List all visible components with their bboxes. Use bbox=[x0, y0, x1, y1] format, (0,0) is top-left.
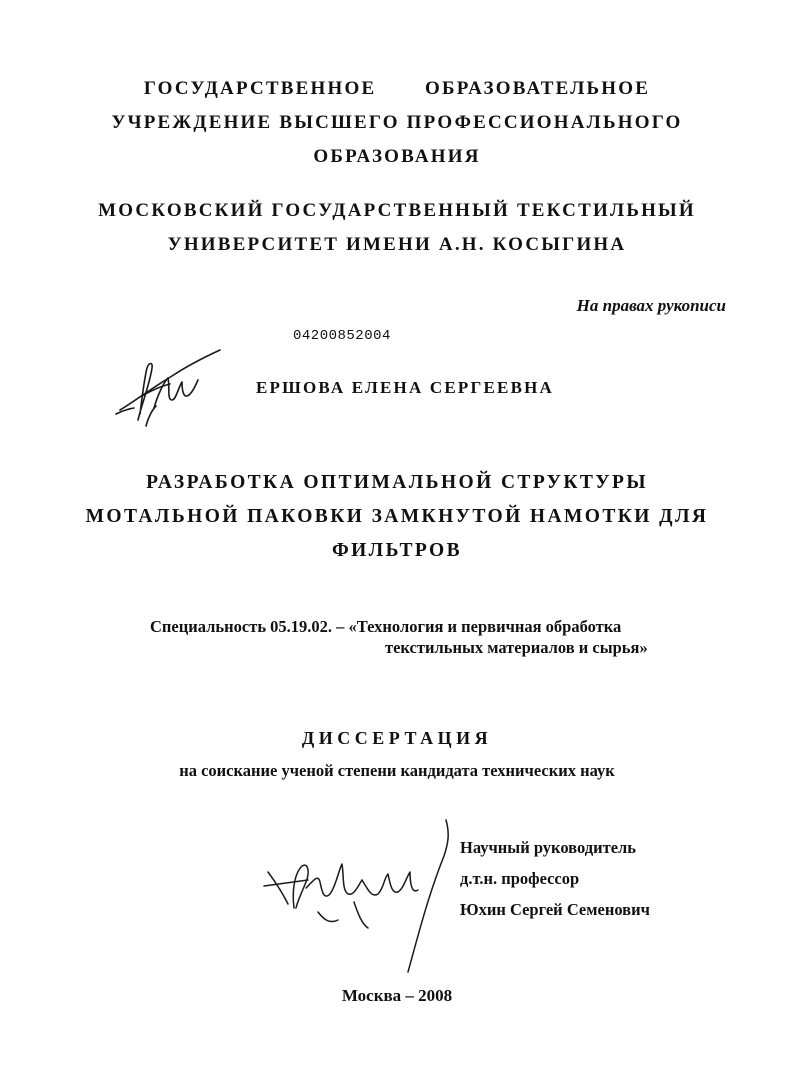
manuscript-note: На правах рукописи bbox=[576, 296, 726, 315]
institution-line-3: ОБРАЗОВАНИЯ bbox=[313, 146, 481, 167]
dissertation-subtitle: на соискание ученой степени кандидата технических наук bbox=[179, 761, 615, 780]
author-name: ЕРШОВА ЕЛЕНА СЕРГЕЕВНА bbox=[256, 378, 555, 397]
supervisor-signature-icon bbox=[258, 816, 458, 976]
institution-line-1: ГОСУДАРСТВЕННОЕ ОБРАЗОВАТЕЛЬНОЕ bbox=[143, 78, 651, 99]
supervisor-degree: д.т.н. профессор bbox=[460, 869, 580, 888]
institution-line-2: УЧРЕЖДЕНИЕ ВЫСШЕГО ПРОФЕССИОНАЛЬНОГО bbox=[111, 112, 683, 133]
city-year: Москва – 2008 bbox=[341, 986, 453, 1005]
thesis-title-line-3: ФИЛЬТРОВ bbox=[331, 540, 463, 561]
registration-number: 04200852004 bbox=[293, 328, 391, 344]
university-line-1: МОСКОВСКИЙ ГОСУДАРСТВЕННЫЙ ТЕКСТИЛЬНЫЙ bbox=[98, 200, 696, 221]
university-line-2: УНИВЕРСИТЕТ ИМЕНИ А.Н. КОСЫГИНА bbox=[167, 234, 627, 255]
supervisor-name: Юхин Сергей Семенович bbox=[460, 900, 650, 919]
dissertation-heading: ДИССЕРТАЦИЯ bbox=[301, 728, 493, 748]
specialty-line-1: Специальность 05.19.02. – «Технология и первичная обработка bbox=[150, 617, 622, 636]
supervisor-role: Научный руководитель bbox=[460, 838, 636, 857]
supervisor-info bbox=[460, 832, 650, 925]
institution-name bbox=[0, 72, 794, 174]
thesis-title-line-1: РАЗРАБОТКА ОПТИМАЛЬНОЙ СТРУКТУРЫ bbox=[146, 472, 648, 493]
thesis-title bbox=[0, 466, 794, 568]
author-signature-icon bbox=[112, 348, 232, 433]
specialty-line-2: текстильных материалов и сырья» bbox=[385, 638, 648, 657]
thesis-title-line-2: МОТАЛЬНОЙ ПАКОВКИ ЗАМКНУТОЙ НАМОТКИ ДЛЯ bbox=[85, 506, 709, 527]
university-name bbox=[0, 194, 794, 262]
